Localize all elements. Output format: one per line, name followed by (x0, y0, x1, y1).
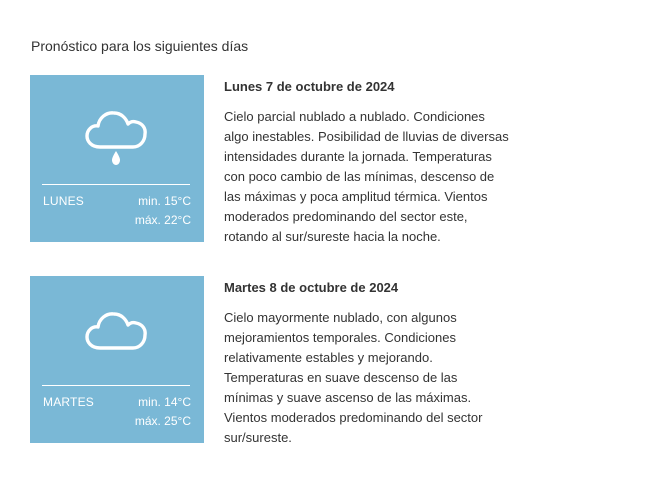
card-divider (42, 385, 190, 386)
day-label: LUNES (43, 194, 85, 208)
day-label: MARTES (43, 395, 94, 409)
cloud-rain-icon (83, 103, 149, 167)
forecast-card (30, 75, 204, 242)
forecast-card (30, 276, 204, 443)
forecast-description: Cielo parcial nublado a nublado. Condiciones algo inestables. Posibilidad de lluvias de diversas intensidades durante la jornada. Temperaturas con poco cambio de las mínimas, descenso de las máximas y poca amplitud térmica. Vientos moderados predominando del sector este, rotando al sur/sureste hacia la noche. (224, 109, 509, 244)
temperature-max: máx. 25°C (134, 414, 191, 428)
forecast-date: Martes 8 de octubre de 2024 (224, 280, 399, 295)
forecast-description: Cielo mayormente nublado, con algunos mejoramientos temporales. Condiciones relativamente estables y mejorando. Temperaturas en suave descenso de las mínimas y suave ascenso de las máximas. Vientos moderados predominando del sector sur/sureste. (224, 310, 483, 445)
forecast-text (224, 276, 509, 448)
forecast-date: Lunes 7 de octubre de 2024 (224, 79, 395, 94)
temperature-min: min. 15°C (138, 194, 191, 208)
card-divider (42, 184, 190, 185)
temperature-min: min. 14°C (138, 395, 191, 409)
temperature-max: máx. 22°C (134, 213, 191, 227)
cloud-icon (83, 304, 149, 368)
page-title: Pronóstico para los siguientes días (31, 38, 249, 54)
forecast-text (224, 75, 509, 247)
